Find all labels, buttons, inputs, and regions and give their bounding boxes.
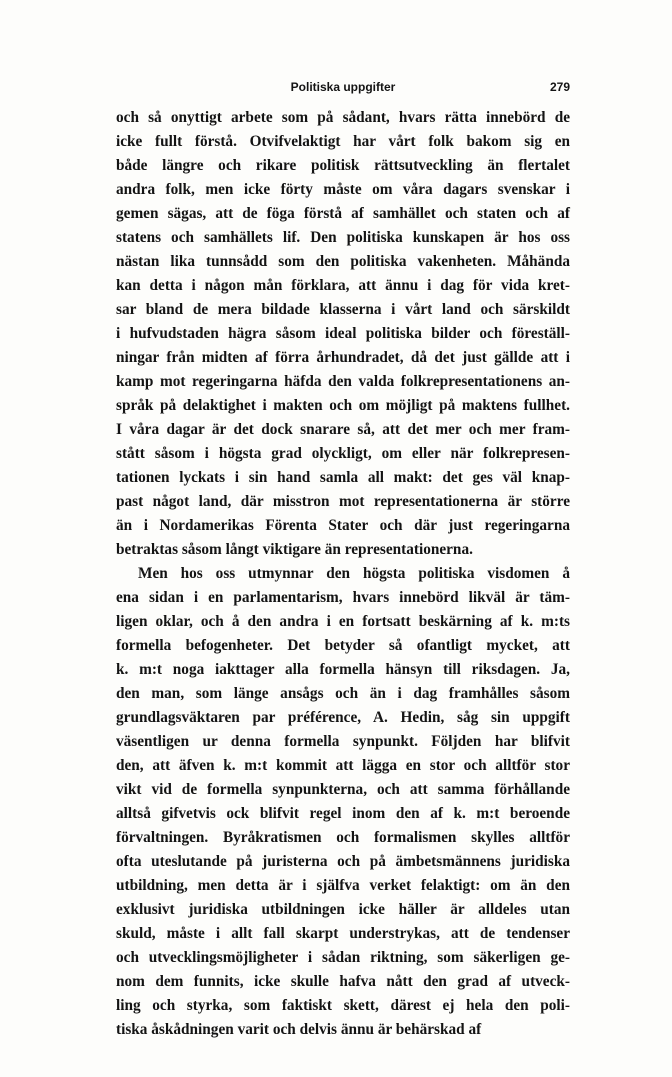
text-line: ligen oklar, och å den andra i en fortsatt beskärning af k. m:ts xyxy=(116,613,570,630)
text-line: utbildning, men detta är i själfva verket felaktigt: om än den xyxy=(116,877,570,894)
text-line: exklusivt juridiska utbildningen icke häller är alldeles utan xyxy=(116,901,570,918)
text-line: kamp mot regeringarna häfda den valda folkrepresentationens an- xyxy=(116,373,570,390)
text-line: alltså gifvetvis ock blifvit regel inom den af k. m:t beroende xyxy=(116,805,570,822)
text-line: betraktas såsom långt viktigare än representationerna. xyxy=(116,541,473,558)
text-line: kan detta i någon mån förklara, att ännu i dag för vida kret- xyxy=(116,277,570,294)
text-line: formella befogenheter. Det betyder så ofantligt mycket, att xyxy=(116,637,570,654)
text-line: k. m:t noga iakttager alla formella hänsyn till riksdagen. Ja, xyxy=(116,661,570,678)
text-line: andra folk, men icke förty måste om våra dagars svenskar i xyxy=(116,181,570,198)
paragraph-2 xyxy=(116,562,570,1042)
text-line: tiska åskådningen varit och delvis ännu är behärskad af xyxy=(116,1021,482,1038)
text-line: vikt vid de formella synpunkterna, och att samma förhållande xyxy=(116,781,570,798)
text-line: språk på delaktighet i makten och om möjligt på maktens fullhet. xyxy=(116,397,570,414)
text-line: både längre och rikare politisk rättsutveckling än flertalet xyxy=(116,157,570,174)
text-line: nom dem funnits, icke skulle hafva nått den grad af utveck- xyxy=(116,973,570,990)
text-line: sar bland de mera bildade klasserna i vårt land och särskildt xyxy=(116,301,570,318)
text-line: nästan lika tunnsådd som den politiska vakenheten. Måhända xyxy=(116,253,570,270)
text-line: ena sidan i en parlamentarism, hvars innebörd likväl är täm- xyxy=(116,589,570,606)
text-line: än i Nordamerikas Förenta Stater och där just regeringarna xyxy=(116,517,570,534)
text-line: tationen lyckats i sin hand samla all makt: det ges väl knap- xyxy=(116,469,570,486)
text-line: statens och samhällets lif. Den politiska kunskapen är hos oss xyxy=(116,229,570,246)
body-text xyxy=(116,106,570,1042)
running-head xyxy=(116,77,570,97)
text-line: förvaltningen. Byråkratismen och formalismen skylles alltför xyxy=(116,829,570,846)
text-line: gemen sägas, att de föga förstå af samhället och staten och af xyxy=(116,205,570,222)
text-line: grundlagsväktaren par préférence, A. Hedin, såg sin uppgift xyxy=(116,709,570,726)
paragraph-1 xyxy=(116,106,570,562)
text-line: ningar från midten af förra århundradet, då det just gällde att i xyxy=(116,349,570,366)
page-number: 279 xyxy=(549,80,570,94)
text-line: i hufvudstaden hägra såsom ideal politiska bilder och föreställ- xyxy=(116,325,570,342)
text-line: den man, som länge ansågs och än i dag framhålles såsom xyxy=(116,685,570,702)
text-line: den, att äfven k. m:t kommit att lägga en stor och alltför stor xyxy=(116,757,570,774)
text-line: väsentligen ur denna formella synpunkt. Följden har blifvit xyxy=(116,733,570,750)
text-line: ling och styrka, som faktiskt skett, därest ej hela den poli- xyxy=(116,997,570,1014)
text-line: past något land, där misstron mot representationerna är större xyxy=(116,493,570,510)
text-line: icke fullt förstå. Otvifvelaktigt har vårt folk bakom sig en xyxy=(116,133,570,150)
text-line: stått såsom i högsta grad olyckligt, om eller när folkrepresen- xyxy=(116,445,570,462)
text-line: och utvecklingsmöjligheter i sådan riktning, som säkerligen ge- xyxy=(116,949,570,966)
text-line: skuld, måste i allt fall skarpt understrykas, att de tendenser xyxy=(116,925,570,942)
text-line: och så onyttigt arbete som på sådant, hvars rätta innebörd de xyxy=(116,109,570,126)
text-line: I våra dagar är det dock snarare så, att det mer och mer fram- xyxy=(116,421,570,438)
text-line: ofta uteslutande på juristerna och på ämbetsmännens juridiska xyxy=(116,853,570,870)
text-line: Men hos oss utmynnar den högsta politiska visdomen å xyxy=(138,565,570,582)
running-title: Politiska uppgifter xyxy=(290,80,396,94)
